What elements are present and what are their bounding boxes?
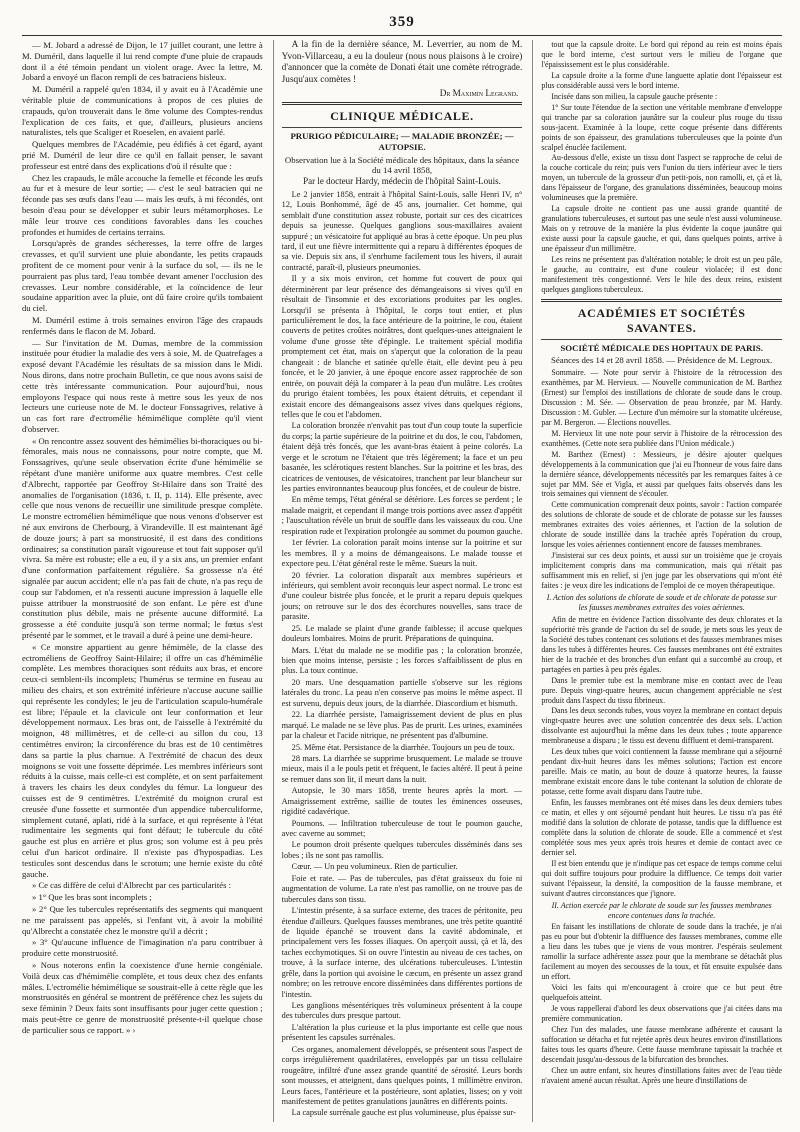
- paragraph: « Ce monstre appartient au genre hémimèle, de la classe des ectroméliens de Geoffroy Saint-Hilaire; il offre un cas d'hémimélie complète. Les membres thoraciques sont réduits aux bras, et encore ceux-ci semblent-ils incomplets; l'humérus se termine en fuseau au milieu des chairs, et son extrémité inférieure n'accuse aucune saillie qui représente les condyles; le jeu de l'articulation scapulo-humérale est libre; l'épaule et la clavicule ont leur conformation et leur développement normaux. Les bras ont, de l'aisselle à l'extrémité du moignon, 48 millimètres, et de celle-ci au sillon du cou, 13 centimètres environ; la circonférence du bras est de 10 centimètres dans sa partie la plus charnue. A l'extrémité de chacun des deux moignons se voit une fossette déprimée. Les membres inférieurs sont réduits à la cuisse, mais celle-ci est complète, et on sent parfaitement à travers les chairs les deux condyles du fémur. La longueur des cuisses est de 9 centimètres. L'extrémité du moignon crural est creusée d'une fossette et surmontée d'un appendice tuberculiforme, simplement cutané, aplati, ridé à la surface, et qui représente à l'état rudimentaire les segments qui font défaut; le tubercule du côté gauche est plus en arrière et plus gros; son volume est à peu près celui d'un haricot ordinaire. Il n'existe pas d'hypospadias. Les testicules sont descendus dans le scrotum; une hernie existe du côté gauche.: [22, 641, 263, 879]
- paragraph: L'intestin présente, à sa surface externe, des traces de péritonite, peu étendue d'ailleurs. Quelques fausses membranes, une très petite quantité de liquide épanché se trouvent dans la cavité abdominale, et principalement vers les fosses iliaques. On aperçoit aussi, çà et là, des taches ecchymotiques. Si on ouvre l'intestin au niveau de ces taches, on trouve, à la surface interne, des ulcérations tuberculeuses. L'intestin grêle, dans la portion qui avoisine le cæcum, en présente un assez grand nombre; on les retrouve encore disséminées dans différentes portions de l'intestin.: [281, 906, 523, 999]
- article-subtitle: Observation lue à la Société médicale des hôpitaux, dans la séance du 14 avril 1858,: [284, 154, 520, 176]
- paragraph: Cœur. — Un peu volumineux. Rien de particulier.: [291, 862, 458, 872]
- section-title-clinique: CLINIQUE MÉDICALE.: [330, 109, 474, 124]
- header-rule: [22, 35, 782, 36]
- society-body-end: [541, 922, 782, 1085]
- section-title-academies: ACADÉMIES ET SOCIÉTÉS SAVANTES.: [577, 305, 746, 335]
- journal-page: [22, 10, 782, 1122]
- paragraph: Il y a six mois environ, cet homme fut couvert de poux qui déterminèrent par leur présence des démangeaisons si vives qu'il en résultait de l'insomnie et des excoriations produites par les ongles. Lorsqu'il se présenta à l'hôpital, le corps tout entier, et plus particulièrement le dos, la face antérieure de la poitrine, le cou, étaient couverts de petites croûtes noirâtres, dont quelques-unes atteignaient le volume d'une grosse tête d'épingle. Le traitement spécial modifia promptement cet état, mais on s'aperçut que la coloration de la peau changeait : de blanche et satinée qu'elle était, elle devint peu à peu foncée, et le 20 janvier, à une époque encore assez rapprochée de son entrée, on pouvait déjà la comparer à la peau d'un mulâtre. Les croûtes du prurigo étaient tombées, les poux étaient détruits, et cependant il existait encore des démangeaisons assez vives dans quelques régions, telles que le cou et l'abdomen.: [281, 274, 523, 419]
- paragraph: Enfin, les fausses membranes ont été mises dans les deux derniers tubes ce matin, et elles y ont séjourné pendant huit heures. Le tissu n'a pas été modifié dans la solution de chlorate de potasse, tandis que la diffluence est complète dans la solution de chlorate de soude. Elle a commencé et s'est complétée sous mes yeux après trois heures et demie de contact avec ce dernier sel.: [541, 798, 783, 857]
- paragraph: — M. Jobard a adressé de Dijon, le 17 juillet courant, une lettre à M. Duméril, dans laquelle il lui rend compte d'une pluie de crapauds dont il a été témoin pendant un violent orage. Avec la lettre, M. Jobard a envoyé un flacon rempli de ces batraciens bisleux.: [22, 40, 263, 83]
- paragraph: Les ganglions mésentériques très volumineux présentent à la coupe des tubercules durs presque partout.: [281, 1001, 523, 1021]
- paragraph: « On rencontre assez souvent des hémimélies bi-thoraciques ou bi-fémorales, mais nous ne connaissons, pour notre compte, que M. Fonssagrives, qu'une seule observation écrite d'une hémimélie se répétant d'une manière uniforme aux quatre membres. C'est celle d'Albrecht, rapportée par Geoffroy St-Hilaire dans son Traité des anomalies de l'organisation (1836, t. II, p. 114). Elle présente, avec celle que nous venons de recueillir une similitude presque complète. Le monstre ectromélien hémimélique que nous venons d'observer est né aux environs de Cherbourg, à Virandeville. Il est maintenant âgé de douze jours; à part sa monstruosité, il est dans des conditions ordinaires; sa constitution paraît vigoureuse et tout fait supposer qu'il vivra. Sa mère est robuste; elle a eu, il y a six ans, un premier enfant d'une conformation parfaitement régulière. Sa grossesse n'a été signalée par aucun accident; elle n'a pas fait de chute, n'a pas reçu de coup sur l'abdomen, et n'a ressenti aucune impression à laquelle elle puisse attribuer la monstruosité de son enfant. Le père est d'une constitution plus débile, mais ne présente aucune difformité. La grossesse a été conduite jusqu'à son terme normal; le fœtus s'est présenté par le sommet, et le travail a duré à peine une demi-heure.: [22, 435, 263, 641]
- paragraph: tout que la capsule droite. Le bord qui répond au rein est moins épais que le bord interne, c'est surtout vers le milieu de l'organe que l'épaississement est le plus considérable.: [541, 40, 783, 69]
- section-rule: [282, 127, 523, 128]
- section-divider: [282, 102, 523, 105]
- paragraph: M. Barthez (Ernest) : Messieurs, je désire ajouter quelques développements à la communication que j'ai eu l'honneur de vous faire dans la dernière séance, développements nécessités par les remarques faites à ce sujet par MM. Sée et Vigla, et aussi par quelques faits observés dans les trois semaines qui viennent de s'écouler.: [541, 449, 783, 499]
- paragraph: 1° Sur toute l'étendue de la section une véritable membrane d'enveloppe qui tranche par sa coloration jaunâtre sur la couleur plus rouge du tissu sous-jacent. Examinée à la loupe, cette coque présente dans différents points de son épaisseur, des granulations tuberculeuses que la pointe d'un scalpel énuclée facilement.: [541, 102, 783, 152]
- society-body: [541, 429, 782, 591]
- paragraph: Chez les crapauds, le mâle accouche la femelle et féconde les œufs au fur et à mesure de leur sortie; — c'est le seul batracien qui ne féconde pas ses œufs dans l'eau — mais les œufs, à mi fécondés, ont besoin d'eau pour se développer et subir leurs métamorphoses. Le mâle leur trouve ces conditions favorables dans les couches profondes et humides de certains terrains.: [22, 172, 263, 237]
- paragraph: Quelques membres de l'Académie, peu édifiés à cet égard, ayant prié M. Duméril de leur dire ce qu'il en fallait penser, le savant professeur est entré dans des explications d'où il résulte que :: [22, 139, 263, 171]
- paragraph: Foie et rate. — Pas de tubercules, pas d'état graisseux du foie ni augmentation de volume. La rate n'est pas ramollie, on ne trouve pas de tubercules dans son tissu.: [281, 873, 523, 904]
- clinique-body: [282, 190, 523, 1119]
- paragraph: 25. Le malade se plaint d'une grande faiblesse; il accuse quelques douleurs lombaires. Moins de prurit. Préparations de quinquina.: [281, 623, 523, 644]
- paragraph: La coloration bronzée n'envahit pas tout d'un coup toute la superficie du corps; la partie supérieure de la poitrine et du dos, le cou, l'abdomen, étaient déjà très foncés, que les avant-bras étaient à peine colorés. La verge et le scrotum ne l'étaient que très légèrement; la face et un peu basanée, les sclérotiques restent blanches. Sur la poitrine et les bras, des cicatrices de ventouses, de vésicatoires, tranchent par leur blancheur sur les parties environnantes beaucoup plus foncées, et de couleur de bistre.: [281, 421, 523, 493]
- autopsy-continuation: [541, 40, 782, 295]
- paragraph: Voici les faits qui m'encouragent à croire que ce but peut être quelquefois atteint.: [541, 983, 783, 1003]
- paragraph: Lorsqu'après de grandes sécheresses, la terre offre de larges crevasses, et qu'il survient une pluie abondante, les petits crapauds profitent de ce moment pour venir à la surface du sol, — ils ne le pourraient pas plus tard, l'eau tombée devant amener l'occlusion des crevasses. Leur nombre considérable, et la coïncidence de leur soudaine apparition avec la pluie, ont dû faire croire qu'ils tombaient du ciel.: [22, 238, 263, 314]
- paragraph: L'altération la plus curieuse et la plus importante est celle que nous présentent les capsules surrénales.: [281, 1022, 523, 1043]
- paragraph: 22. La diarrhée persiste, l'amaigrissement devient de plus en plus marqué. Le malade ne se lève plus. Pas de prurit. Les urines, examinées par la chaleur et l'acide nitrique, ne présentent pas d'albumine.: [281, 710, 523, 741]
- paragraph: » 2° Que les tubercules représentatifs des segments qui manquent ne me paraissent pas appelés, si l'enfant vit, à avoir la mobilité qu'Albrecht a constatée chez le monstre qu'il a décrit ;: [22, 903, 263, 936]
- summary: Sommaire. — Note pour servir à l'histoire de la rétrocession des exanthèmes, par M. Hervieux. — Nouvelle communication de M. Barthez (Ernest) sur l'emploi des instillations de chlorate de soude dans le croup. Discussion : M. Sée. — Observation de peau bronzée, par M. Hardy. Discussion : M. Gubler. — Lecture d'un mémoire sur la stomatite ulcéreuse, par M. Bergeron. — Élections nouvelles.: [541, 368, 783, 427]
- paragraph: La capsule surrénale gauche est plus volumineuse, plus épaisse sur-: [291, 1108, 516, 1118]
- columns: [22, 40, 782, 1122]
- paragraph: Poumons. — Infiltration tuberculeuse de tout le poumon gauche, avec caverne au sommet;: [281, 818, 523, 838]
- session-line: Séances des 14 et 28 avril 1858. — Présidence de M. Legroux.: [551, 355, 773, 366]
- subhead-two: II. Action exercée par le chlorate de soude sur les fausses membranes encore contenues dans la trachée.: [551, 900, 772, 920]
- page-header: [22, 10, 782, 36]
- paragraph: M. Duméril estime à trois semaines environ l'âge des crapauds renfermés dans le flacon de M. Jobard.: [22, 314, 263, 336]
- paragraph: Je vous rappellerai d'abord les deux observations que j'ai citées dans ma première communication.: [541, 1004, 783, 1024]
- paragraph: Autopsie, le 30 mars 1858, trente heures après la mort. — Amaigrissement extrême, saillie de toutes les éminences osseuses, rigidité cadavérique.: [281, 786, 523, 817]
- section-rule-academies: [541, 339, 782, 340]
- paragraph: Chez l'un des malades, une fausse membrane adhérente et causant la suffocation se détacha et fut rejetée après deux heures environ d'instillations faites tous les quarts d'heure. Cette fausse membrane tapissait la trachée et descendait jusqu'au-dessous de la bifurcation des bronches.: [541, 1025, 783, 1064]
- paragraph: M. Duméril a rappelé qu'en 1834, il y avait eu à l'Académie une véritable pluie de communications à propos de ces pluies de crapauds, qu'on trouverait dans le 8me volume des Comptes-rendus l'explication de ces faits, et que, d'ailleurs, plusieurs anciens naturalistes, tels que Scaliger et Roeselen, en avaient parlé.: [22, 84, 263, 138]
- paragraph: En même temps, l'état général se détériore. Les forces se perdent ; le malade maigrit, et cependant il mange trois portions avec assez d'appétit ; l'auscultation révèle un bruit de souffle dans les vaisseaux du cou. Une respiration rude et l'expiration prolongée au sommet du poumon gauche.: [281, 495, 523, 536]
- paragraph: » Nous noterons enfin la coexistence d'une hernie congéniale. Voilà deux cas d'hémimélie complète, et tous deux chez des enfants mâles. L'ectromélie hémimélique se soustrait-elle à cette règle que les monstruosités en général se montrent de préférence chez les sujets du sexe féminin ? Deux faits sont insuffisants pour juger cette question ; mais peut-être ce genre de monstruosité présente-t-il quelque chose de particulier sous ce rapport. » ›: [22, 959, 263, 1035]
- paragraph: La capsule droite a la forme d'une languette aplatie dont l'épaisseur est plus considérable aussi vers le bord interne.: [541, 70, 783, 90]
- paragraph: Les reins ne présentent pas d'altération notable; le droit est un peu pâle, le gauche, au contraire, est d'une couleur violacée; il est donc manifestement très congestionné. Vers le hile des deux reins, existent quelques ganglions tuberculeux.: [541, 255, 783, 294]
- paragraph: Mars. L'état du malade ne se modifie pas ; la coloration bronzée, bien que moins intense, persiste ; les forces s'affaiblissent de plus en plus. La toux continue.: [281, 645, 523, 676]
- paragraph: Le poumon droit présente quelques tubercules disséminés dans ses lobes ; ils ne sont pas ramollis.: [281, 840, 523, 860]
- paragraph: » 1° Que les bras sont incomplets ;: [32, 892, 152, 903]
- leverrier-paragraph: A la fin de la dernière séance, M. Leverrier, au nom de M. Yvon-Villarceau, a eu la douleur (nous nous plaisons à le croire) d'annoncer que la comète de Donati était une comète rétrograde. Jusqu'aux comètes !: [281, 40, 523, 85]
- society-body-mid: [541, 615, 782, 899]
- paragraph: Ces organes, anomalement développés, se présentent sous l'aspect de corps irrégulièrement quadrilatères, enveloppés par un tissu cellulaire rougeâtre, infiltré d'une assez grande quantité de sérosité. Leurs bords sont mousses, et atteignent, dans quelques points, 1 millimètre environ. Leurs faces, l'antérieure et la postérieure, sont aplaties, lisses; on y voit manifestement de petites granulations jaunâtres en différents points.: [281, 1044, 523, 1106]
- paragraph: 28 mars. La diarrhée se supprime brusquement. Le malade se trouve mieux, mais il a le pouls petit et fréquent, le facies altéré. Il peut à peine se remuer dans son lit, il meurt dans la nuit.: [281, 753, 523, 784]
- paragraph: Afin de mettre en évidence l'action dissolvante des deux chlorates et la supériorité très grande de l'action du sel de soude, je mets sous les yeux de la Société des tubes contenant ces solutions et des fausses membranes mises dans les tubes à différentes heures. Ces fausses membranes ont été extraites hier de la trachée et des bronches d'un enfant qui a succombé au croup, et partagées en parties à peu près égales.: [541, 614, 783, 674]
- paragraph: Incisée dans son milieu, la capsule gauche présente :: [551, 91, 718, 101]
- paragraph: En faisant les instillations de chlorate de soude dans la trachée, je n'ai pas eu pour but d'obtenir la diffluence des fausses membranes, comme elle a lieu dans les tubes que je viens de vous montrer. J'espérais seulement ramollir la surface adhérente assez pour que la membrane se détachât plus facilement au moyen des secousses de la toux, et fût ensuite expulsée dans un effort.: [541, 922, 783, 982]
- paragraph: La capsule droite ne contient pas une aussi grande quantité de granulations tuberculeuses, et surtout pas une seule n'est aussi volumineuse. Mais on y retrouve de la manière la plus évidente la coque jaunâtre qui existe aussi pour la capsule gauche, et qui, dans quelques points, arrive à une épaisseur d'un millimètre.: [541, 204, 783, 254]
- paragraph: Les deux tubes que voici contiennent la fausse membrane qui a séjourné pendant dix-huit heures dans les mêmes solutions; l'action est encore pareille. Mais ce matin, au bout de douze à quatorze heures, la fausse membrane existait encore dans le tube contenant la solution de chlorate de potasse, cette forme avait disparu dans l'autre tube.: [541, 747, 783, 797]
- paragraph: M. Hervieux lit une note pour servir à l'histoire de la rétrocession des exanthèmes. (Cette note sera publiée dans l'Union médicale.): [541, 428, 783, 448]
- paragraph: J'insisterai sur ces deux points, et aussi sur un troisième que je croyais implicitement compris dans ma communication, mais qui n'était pas suffisamment mis en relief, si j'en juge par les observations qui m'ont été faites : je veux dire les indications de l'emploi de ce moyen thérapeutique.: [541, 551, 783, 591]
- paragraph: Il est bien entendu que je n'indique pas cet espace de temps comme celui qui doit suffire toujours pour produire la diffluence. Ce temps doit varier suivant l'épaisseur, la densité, la composition de la fausse membrane, et suivant d'autres circonstances que j'ignore.: [541, 858, 783, 898]
- paragraph: 1er février. La coloration paraît moins intense sur la poitrine et sur les membres. Il y a moins de démangeaisons. Le malade tousse et expectore peu. L'état général reste le même. Sueurs la nuit.: [281, 538, 523, 569]
- paragraph: » Ce cas diffère de celui d'Albrecht par ces particularités :: [32, 880, 231, 891]
- paragraph: Dans les deux seconds tubes, vous voyez la membrane en contact depuis vingt-quatre heures avec une solution concentrée des deux sels. L'action dissolvante est aujourd'hui la même dans les deux tubes ; toute apparence membraneuse a disparu ; le tissu est devenu diffluent et demi-transparent.: [541, 706, 783, 746]
- paragraph: Dans le premier tube est la membrane mise en contact avec de l'eau pure. Depuis vingt-quatre heures, aucun changement appréciable ne s'est produit dans l'aspect du tissu fibrineux.: [541, 675, 783, 705]
- paragraph: Chez un autre enfant, six heures d'instillations faites avec de l'eau tiède n'avaient amené aucun résultat. Après une heure d'instillations de: [541, 1065, 783, 1085]
- column-right: [532, 40, 782, 1122]
- column-middle: [273, 40, 523, 1122]
- paragraph: » 3° Qu'aucune influence de l'imagination n'a paru contribuer à produire cette monstruosité.: [22, 937, 263, 959]
- signature: Dr Maximin Legrand.: [439, 88, 519, 99]
- society-title: SOCIÉTÉ MÉDICALE DES HOPITAUX DE PARIS.: [560, 342, 763, 353]
- column-left: [22, 40, 263, 1122]
- paragraph: 20 mars. Une desquamation partielle s'observe sur les régions latérales du tronc. La peau n'en conserve pas moins le même aspect. Il est survenu, depuis deux jours, de la diarrhée. Diascordium et bismuth.: [281, 677, 523, 708]
- article-title: PRURIGO PÉDICULAIRE; — MALADIE BRONZÉE; — AUTOPSIE.: [290, 131, 514, 152]
- paragraph: 20 février. La coloration disparaît aux membres supérieurs et inférieurs, qui semblent avoir reconquis leur aspect normal. Le tronc est d'une couleur bistrée plus foncée, et le prurit a reparu depuis quelques jours; on retrouve sur le dos des écorchures nouvelles, sans trace de parasite.: [281, 570, 523, 622]
- article-byline: Par le docteur Hardy, médecin de l'hôpital Saint-Louis.: [303, 175, 501, 186]
- paragraph: Au-dessous d'elle, existe un tissu dont l'aspect se rapproche de celui de la couche corticale du rein; puis vers l'union du tiers inférieur avec le tiers moyen, un tubercule de la grosseur d'un petit-pois, non ramolli, et, çà et là, dans l'épaisseur de l'organe, des granulations disséminées, beaucoup moins volumineuses que la première.: [541, 153, 783, 203]
- page-number: 359: [389, 14, 415, 30]
- paragraph: — Sur l'invitation de M. Dumas, membre de la commission instituée pour étudier la maladie des vers à soie, M. de Quatrefages a exposé devant l'Académie les résultats de sa mission dans le Midi. Nous dirons, dans notre prochain Bulletin, ce que nous avons saisi de cette très intéressante communication. Pour aujourd'hui, nous employons l'espace qui nous reste à mettre sous les yeux de nos lecteurs une curieuse note de M. le docteur Fonssagrives, relative à un cas fort rare d'ectromélie hémimélique complète qu'il vient d'observer.: [22, 337, 263, 434]
- section-divider-academies: [541, 299, 782, 302]
- paragraph: Cette communication comprenait deux points, savoir : l'action comparée des solutions de chlorate de soude et de chlorate de potasse sur les fausses membranes extraites des voies aériennes, et l'action de la solution de chlorate de soude instillée dans la trachée après l'opération du croup, lorsque les voies aériennes contiennent encore de fausses membranes.: [541, 500, 783, 550]
- paragraph: Le 2 janvier 1858, entrait à l'hôpital Saint-Louis, salle Henri IV, n° 12, Louis Bonhommé, âgé de 45 ans, journalier. Cet homme, qui semblait d'une constitution assez robuste, portait sur ces des cicatrices depuis sa jeunesse. Quelques ganglions sous-maxillaires avaient suppuré ; un vésicatoire fut appliqué au bras à cette époque. Un peu plus tard, il eut une fièvre intermittente qui a reparu à différentes époques de sa vie. Depuis six ans, il s'enrhume facilement tous les hivers, il aurait contracté, paraît-il, plusieurs pneumonies.: [281, 189, 523, 272]
- paragraph: 25. Même état. Persistance de la diarrhée. Toujours un peu de toux.: [291, 742, 515, 752]
- subhead-one: I. Action des solutions de chlorate de soude et de chlorate de potasse sur les fausses membranes extraites des voies aériennes.: [546, 592, 777, 612]
